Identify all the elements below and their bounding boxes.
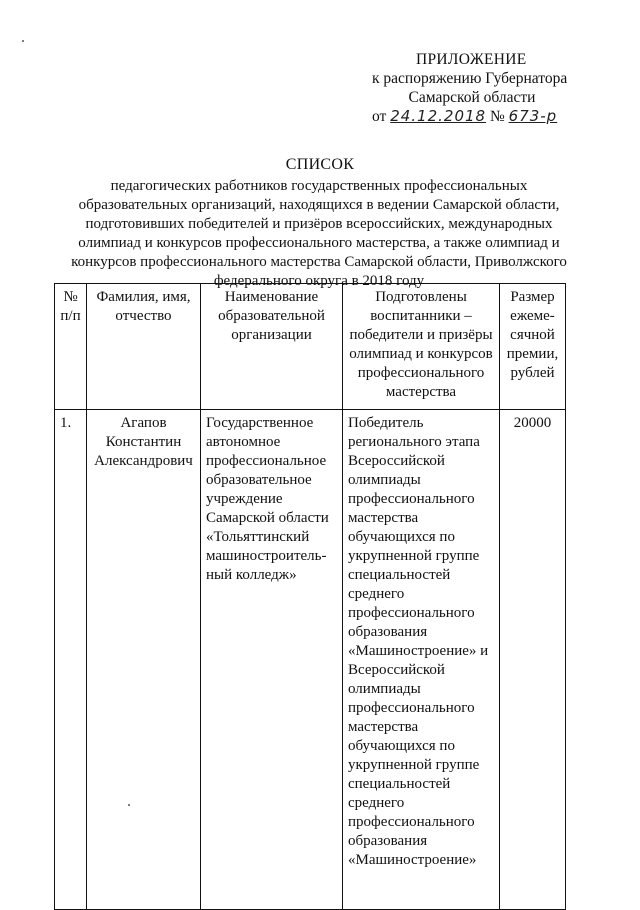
table-header-row [55,284,566,410]
awards-table [54,283,566,910]
cell-organization: Государственное автономное профессиональное образовательное учреждение Самарской области «Тольяттинский машиностроитель-ный колледж» [201,410,343,910]
header-organization: Наименование образовательной организации [201,284,343,410]
date-prefix: от [372,108,387,125]
handwritten-number: 673-р [508,107,558,125]
annex-line-2: Самарской области [408,89,536,106]
cell-num: 1. [55,410,87,910]
document-title: СПИСОК [285,156,355,173]
header-achievement: Подготовлены воспитанники – победители и призёры олимпиад и конкурсов профессионального мастерства [343,284,500,410]
annex-title: ПРИЛОЖЕНИЕ [416,51,527,68]
number-prefix: № [489,108,505,125]
table-row [55,410,566,910]
header-amount: Размер ежеме-сячной премии, рублей [500,284,566,410]
header-name: Фамилия, имя, отчество [87,284,201,410]
annex-line-1: к распоряжению Губернатора [372,70,568,87]
scan-speck [22,40,24,42]
scan-speck [128,804,130,806]
cell-achievement: Победитель регионального этапа Всероссийской олимпиады профессионального мастерства обучающихся по укрупненной группе специальностей среднего профессионального образования «Машиностроение» и Всероссийской олимпиады профессионального мастерства обучающихся по укрупненной группе специальностей среднего профессионального образования «Машиностроение» [343,410,500,910]
annex-header [372,50,602,126]
cell-name: Агапов Константин Александрович [87,410,201,910]
handwritten-date: 24.12.2018 [390,107,487,125]
cell-amount: 20000 [500,410,566,910]
header-num: № п/п [55,284,87,410]
annex-date-number [372,107,602,126]
document-subtitle: педагогических работников государственных профессиональных образовательных организаций, находящихся в ведении Самарской области, подготовивших победителей и призёров всероссийских, международных олимпиад и конкурсов профессионального мастерства, а также олимпиад и конкурсов профессионального мастерства Самарской области, Приволжского федерального округа в 2018 году [71,178,567,289]
